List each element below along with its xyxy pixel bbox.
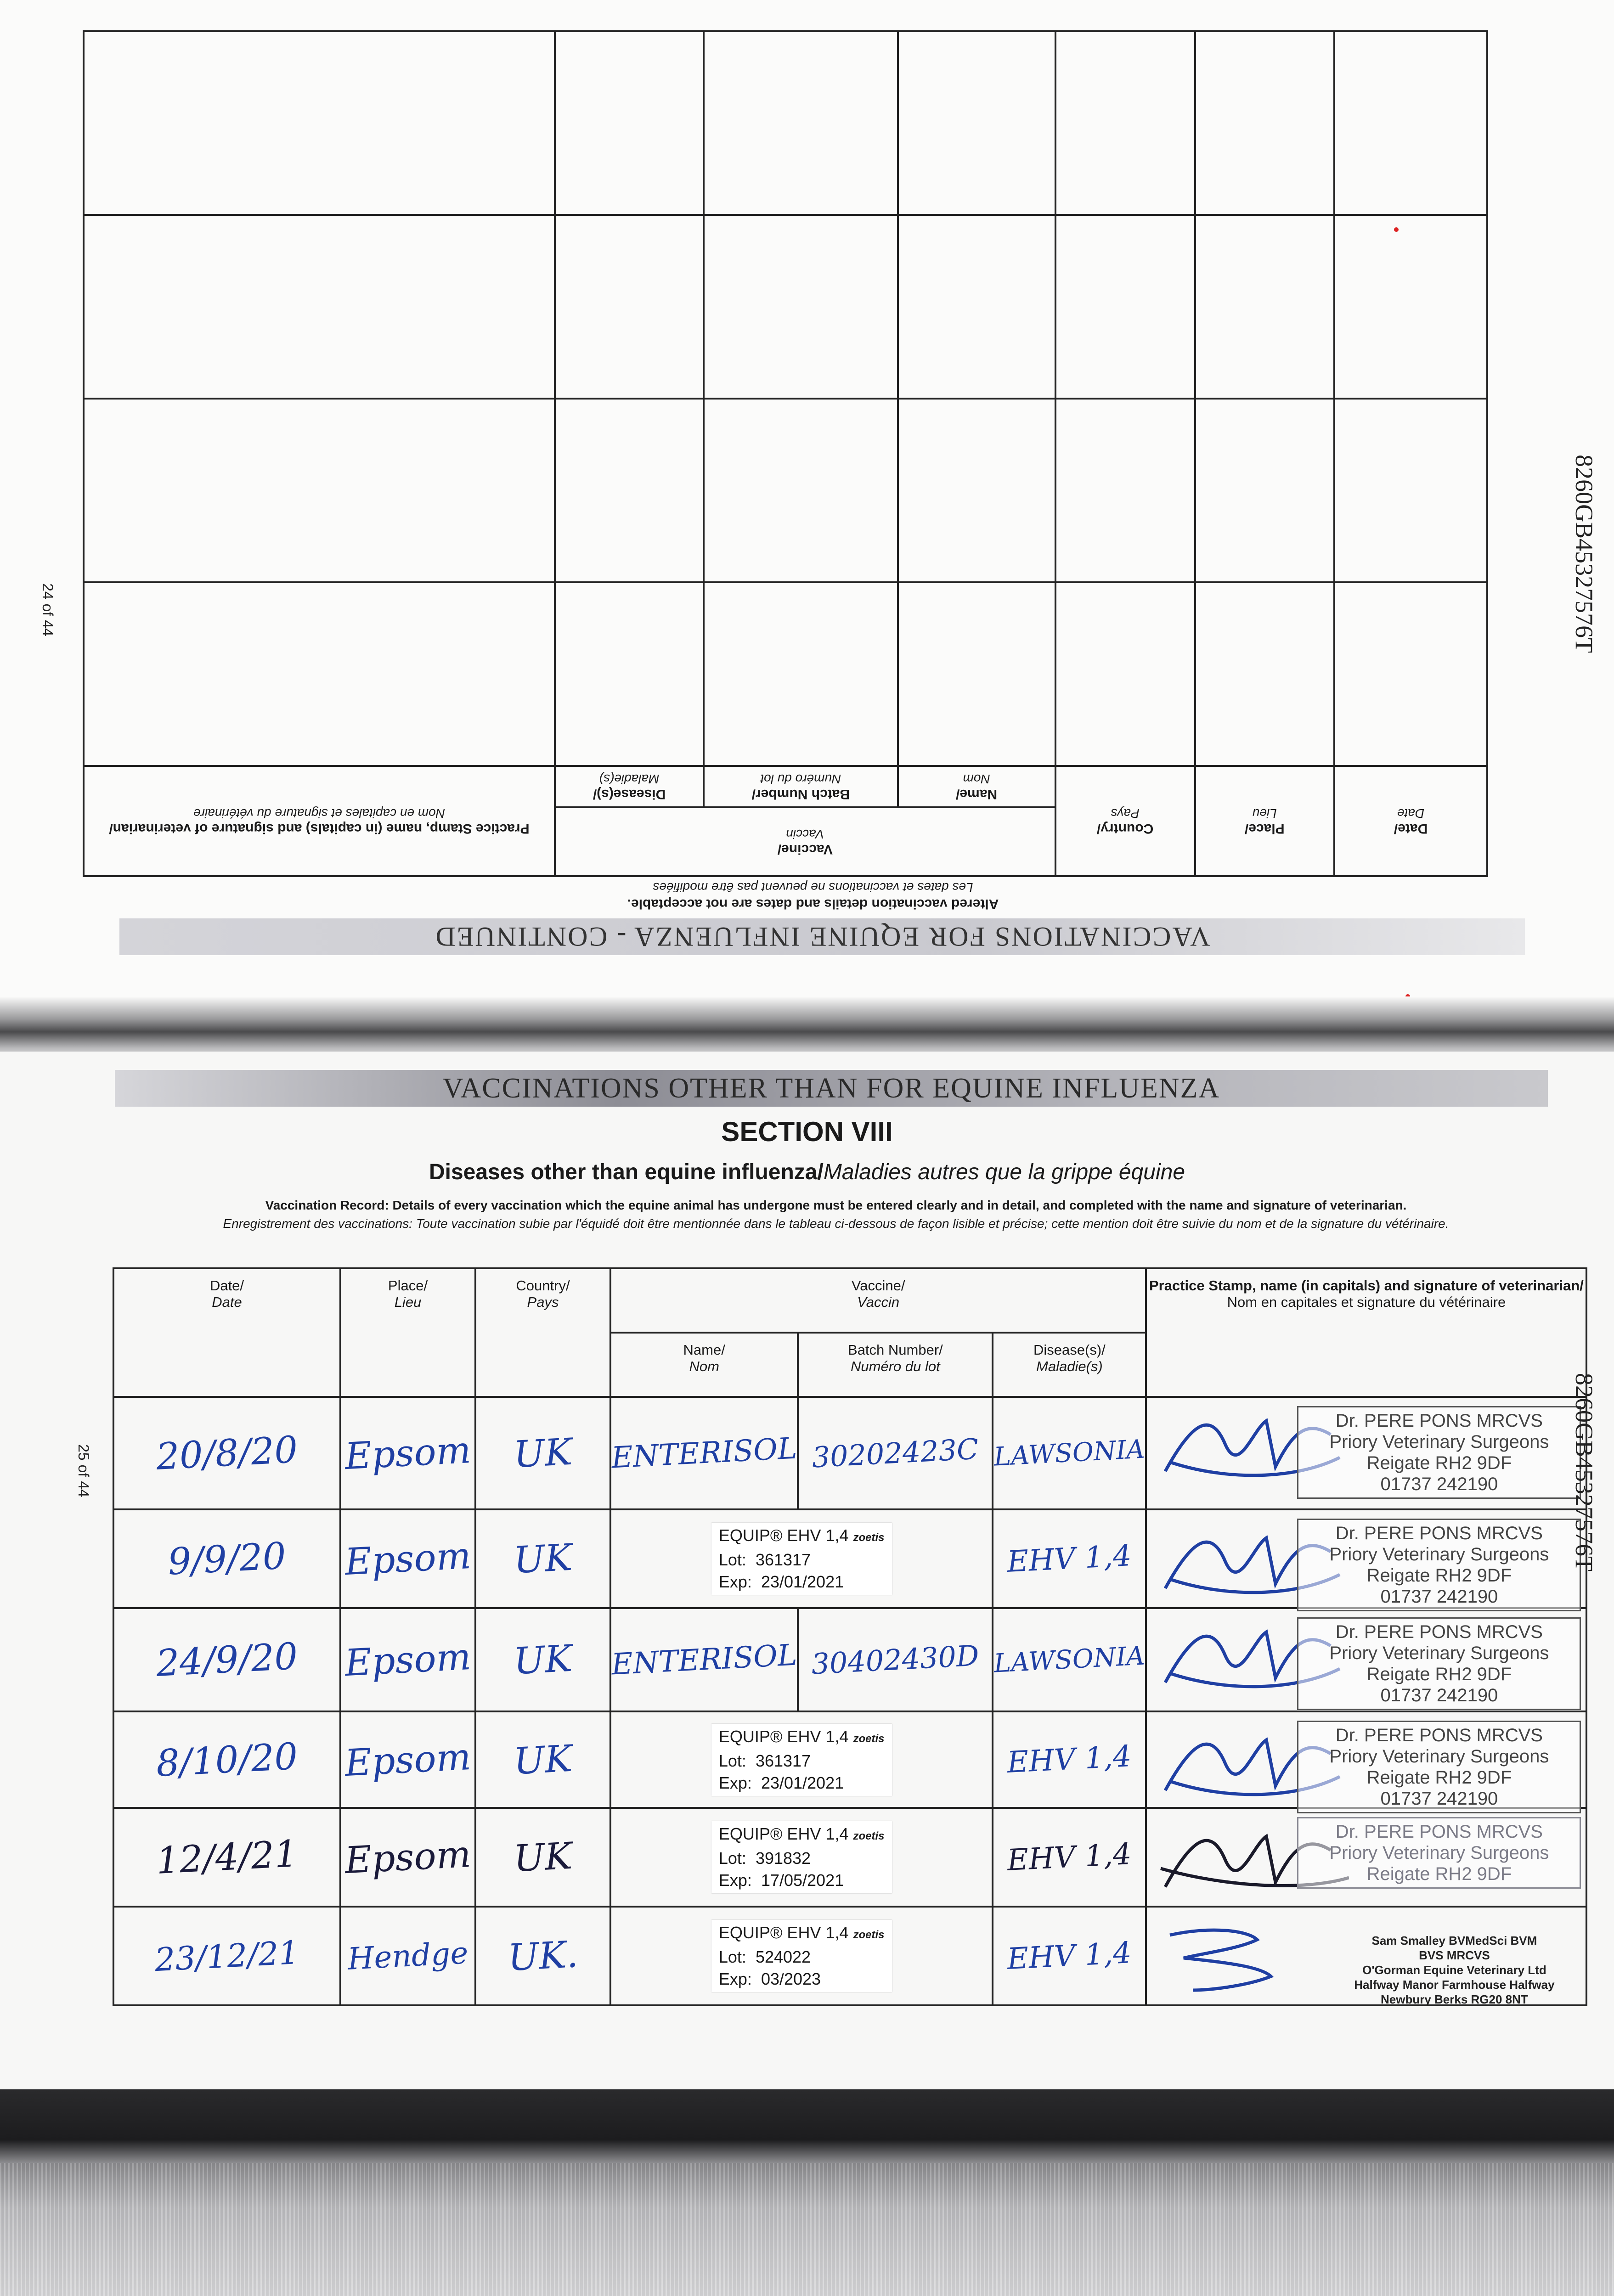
- cell-country: UK: [475, 1397, 610, 1509]
- page-number-25: 25 of 44: [75, 1444, 92, 1497]
- vaccine-sticker: EQUIP® EHV 1,4 zoetis Lot: 361317 Exp: 23/01/2021: [711, 1523, 892, 1595]
- top-header-row: [84, 807, 1487, 876]
- cell-stamp: [1146, 1808, 1586, 1907]
- passport-number-top: 8260GB45327576T: [1570, 455, 1598, 653]
- top-col-stamp: Practice Stamp, name (in capitals) and signature of veterinarian/ Nom en capitales et signature du vétérinaire: [84, 766, 555, 876]
- vet-stamp: Sam Smalley BVMedSci BVM BVS MRCVS O'Gorman Equine Veterinary Ltd Halfway Manor Farmhouse Halfway Newbury Berks RG20 8NT: [1354, 1934, 1555, 2006]
- section-subtitle: Diseases other than equine influenza/Maladies autres que la grippe équine: [429, 1160, 1185, 1184]
- vet-signature: [1156, 1912, 1349, 2004]
- top-col-country: Country/ Pays: [1055, 766, 1195, 876]
- top-banner: VACCINATIONS FOR EQUINE INFLUENZA - CONTINUED: [119, 918, 1525, 955]
- vet-stamp: Dr. PERE PONS MRCVS Priory Veterinary Surgeons Reigate RH2 9DF 01737 242190: [1297, 1406, 1581, 1499]
- top-empty-row: [84, 215, 1487, 399]
- cell-place: Epsom: [340, 1397, 475, 1509]
- red-mark: [1394, 227, 1399, 232]
- page-fold: [0, 996, 1614, 1061]
- passport-number-bottom: 8260GB45327576T: [1570, 1373, 1598, 1571]
- cell-date: 9/9/20: [113, 1509, 340, 1608]
- cell-date: 24/9/20: [113, 1608, 340, 1711]
- vaccine-sticker: EQUIP® EHV 1,4 zoetis Lot: 361317 Exp: 23/01/2021: [711, 1724, 892, 1796]
- cell-date: 20/8/20: [113, 1397, 340, 1509]
- col-place: Place/ Lieu: [340, 1268, 475, 1397]
- page-number-24: 24 of 44: [40, 583, 56, 636]
- header-row: [113, 1268, 1586, 1333]
- top-page: [0, 0, 1614, 1024]
- instructions-en: Vaccination Record: Details of every vaccination which the equine animal has undergone must be entered clearly and in detail, and completed with the name and signature of veterinarian.: [265, 1198, 1407, 1212]
- cell-disease: LAWSONIA: [993, 1608, 1146, 1711]
- col-batch: Batch Number/ Numéro du lot: [798, 1333, 993, 1397]
- instructions-fr: Enregistrement des vaccinations: Toute vaccination subie par l'équidé doit être mentionnée dans le tableau ci-dessous de façon lisible et précise; cette mention doit être suivie du nom et de la signature du vétérinaire.: [223, 1216, 1449, 1231]
- cell-country: UK.: [475, 1907, 610, 2005]
- cell-date: 12/4/21: [113, 1808, 340, 1907]
- top-col-vaccine: Vaccine/ Vaccin: [555, 807, 1055, 876]
- scanner-edge: [0, 2089, 1614, 2296]
- cell-vaccine-sticker: [610, 1509, 993, 1608]
- table-row: [113, 1808, 1586, 1907]
- cell-stamp: [1146, 1907, 1586, 2005]
- cell-country: UK: [475, 1509, 610, 1608]
- table-row: [113, 1907, 1586, 2005]
- cell-country: UK: [475, 1711, 610, 1808]
- vet-stamp: Dr. PERE PONS MRCVS Priory Veterinary Surgeons Reigate RH2 9DF 01737 242190: [1297, 1617, 1581, 1710]
- top-col-date: Date/ Date: [1334, 766, 1487, 876]
- top-col-batch: Batch Number/ Numéro du lot: [704, 766, 897, 807]
- top-col-place: Place/ Lieu: [1195, 766, 1334, 876]
- cell-place: Epsom: [340, 1509, 475, 1608]
- cell-place: Epsom: [340, 1808, 475, 1907]
- table-row: [113, 1397, 1586, 1509]
- cell-stamp: [1146, 1509, 1586, 1608]
- cell-stamp: [1146, 1608, 1586, 1711]
- cell-stamp: [1146, 1711, 1586, 1808]
- cell-vaccine-name: ENTERISOL: [610, 1397, 798, 1509]
- top-col-disease: Disease(s)/ Maladie(s): [555, 766, 704, 807]
- top-empty-row: [84, 582, 1487, 766]
- cell-place: Hendge: [340, 1907, 475, 2005]
- section-banner: VACCINATIONS OTHER THAN FOR EQUINE INFLUENZA: [115, 1070, 1548, 1107]
- cell-place: Epsom: [340, 1711, 475, 1808]
- table-row: [113, 1509, 1586, 1608]
- cell-vaccine-sticker: [610, 1711, 993, 1808]
- cell-disease: EHV 1,4: [993, 1907, 1146, 2005]
- cell-disease: LAWSONIA: [993, 1397, 1146, 1509]
- cell-vaccine-sticker: [610, 1808, 993, 1907]
- cell-date: 8/10/20: [113, 1711, 340, 1808]
- top-col-name: Name/ Nom: [898, 766, 1055, 807]
- top-vaccination-table: [83, 30, 1488, 877]
- col-country: Country/ Pays: [475, 1268, 610, 1397]
- rotated-page-content: [83, 55, 1543, 969]
- cell-batch: 30402430D: [798, 1608, 993, 1711]
- col-stamp: Practice Stamp, name (in capitals) and signature of veterinarian/ Nom en capitales et signature du vétérinaire: [1146, 1268, 1586, 1397]
- cell-date: 23/12/21: [113, 1907, 340, 2005]
- vaccination-instructions: [119, 1196, 1552, 1233]
- col-name: Name/ Nom: [610, 1333, 798, 1397]
- vet-stamp: Dr. PERE PONS MRCVS Priory Veterinary Surgeons Reigate RH2 9DF: [1297, 1817, 1581, 1889]
- col-vaccine: Vaccine/ Vaccin: [610, 1268, 1146, 1333]
- vet-stamp: Dr. PERE PONS MRCVS Priory Veterinary Surgeons Reigate RH2 9DF 01737 242190: [1297, 1519, 1581, 1611]
- vaccine-sticker: EQUIP® EHV 1,4 zoetis Lot: 524022 Exp: 03/2023: [711, 1920, 892, 1992]
- cell-country: UK: [475, 1608, 610, 1711]
- top-empty-row: [84, 31, 1487, 215]
- vet-stamp: Dr. PERE PONS MRCVS Priory Veterinary Surgeons Reigate RH2 9DF 01737 242190: [1297, 1721, 1581, 1813]
- cell-batch: 30202423C: [798, 1397, 993, 1509]
- vaccine-sticker: EQUIP® EHV 1,4 zoetis Lot: 391832 Exp: 17/05/2021: [711, 1821, 892, 1893]
- altered-note-fr: Les dates et vaccinations ne peuvent pas être modifiées: [653, 880, 973, 895]
- vaccination-table: [113, 1267, 1587, 2006]
- table-row: [113, 1711, 1586, 1808]
- cell-place: Epsom: [340, 1608, 475, 1711]
- cell-disease: EHV 1,4: [993, 1808, 1146, 1907]
- altered-note-en: Altered vaccination details and dates are not acceptable.: [627, 896, 999, 912]
- section-title: SECTION VIII: [721, 1116, 893, 1147]
- table-row: [113, 1608, 1586, 1711]
- cell-country: UK: [475, 1808, 610, 1907]
- col-date: Date/ Date: [113, 1268, 340, 1397]
- col-disease: Disease(s)/ Maladie(s): [993, 1333, 1146, 1397]
- cell-disease: EHV 1,4: [993, 1509, 1146, 1608]
- cell-stamp: [1146, 1397, 1586, 1509]
- cell-vaccine-sticker: [610, 1907, 993, 2005]
- cell-vaccine-name: ENTERISOL: [610, 1608, 798, 1711]
- bottom-page: [0, 1052, 1614, 2089]
- cell-disease: EHV 1,4: [993, 1711, 1146, 1808]
- top-empty-row: [84, 399, 1487, 582]
